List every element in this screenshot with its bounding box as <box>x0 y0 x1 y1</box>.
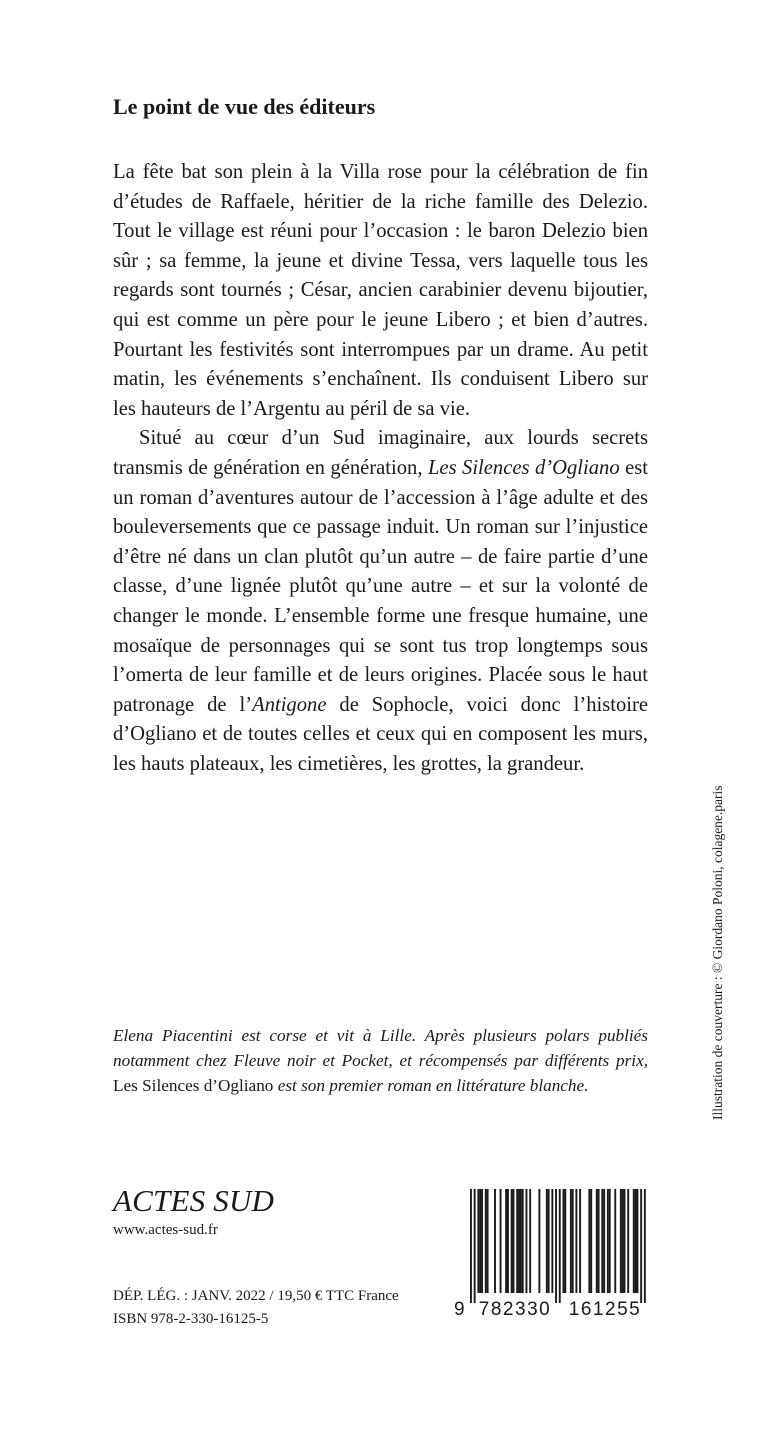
cover-illustration-credit: Illustration de couverture : © Giordano Poloni, colagene.paris <box>710 785 725 1120</box>
barcode-bar <box>588 1189 590 1293</box>
barcode-bar <box>516 1189 518 1293</box>
legal-deposit-price: DÉP. LÉG. : JANV. 2022 / 19,50 € TTC France <box>113 1288 399 1304</box>
publisher-website: www.actes-sud.fr <box>113 1222 218 1238</box>
barcode-bar <box>603 1189 605 1293</box>
barcode-digits-left: 782330 <box>478 1299 552 1319</box>
barcode-bar <box>511 1189 513 1293</box>
barcode-bar <box>551 1189 553 1293</box>
barcode-bar <box>555 1189 557 1303</box>
barcode-bar <box>564 1189 566 1293</box>
barcode-bar <box>559 1189 561 1303</box>
synopsis <box>113 158 648 779</box>
author-note <box>113 1023 648 1098</box>
barcode-bar <box>505 1189 507 1293</box>
author-note-text: est son premier roman en littérature blanche. <box>273 1076 589 1095</box>
barcode-bar <box>635 1189 637 1293</box>
barcode-bar <box>518 1189 520 1293</box>
barcode-bar <box>477 1189 479 1293</box>
barcode-bar <box>596 1189 598 1293</box>
barcode-bar <box>637 1189 639 1293</box>
barcode-bar <box>513 1189 515 1293</box>
synopsis-text: est un roman d’aventures autour de l’accession à l’âge adulte et des bouleversements que ce passage induit. Un roman sur l’injustice d’être né dans un clan plutôt qu’un autre – de faire partie d’une classe, d’une lignée plutôt qu’une autre – et sur la volonté de changer le monde. L’ensemble forme une fresque humaine, une mosaïque de personnages qui se sont tus trop longtemps sous l’omerta de leur famille et de leurs origines. Placée sous le haut patronage de l’ <box>113 456 648 716</box>
barcode-bar <box>487 1189 489 1293</box>
synopsis-text: de Sophocle, voici donc l’histoire d’Ogliano et de toutes celles et ceux qui en composent les murs, les hauts plateaux, les cimetières, les grottes, la grandeur. <box>113 693 648 775</box>
section-heading: Le point de vue des éditeurs <box>113 94 376 119</box>
isbn: ISBN 978-2-330-16125-5 <box>113 1311 269 1327</box>
barcode <box>452 1189 658 1319</box>
barcode-graphic <box>452 1189 658 1319</box>
barcode-bar <box>529 1189 531 1293</box>
barcode-bar <box>601 1189 603 1293</box>
synopsis-paragraph-2 <box>113 424 648 779</box>
barcode-bar <box>500 1189 502 1293</box>
barcode-bar <box>494 1189 496 1293</box>
barcode-bar <box>485 1189 487 1293</box>
antigone-title: Antigone <box>252 693 327 716</box>
barcode-bar <box>622 1189 624 1293</box>
author-note-book-title: Les Silences d’Ogliano <box>113 1076 274 1095</box>
barcode-bar <box>546 1189 548 1293</box>
barcode-bar <box>481 1189 483 1293</box>
barcode-bar <box>614 1189 616 1293</box>
barcode-bar <box>590 1189 592 1293</box>
legal-info <box>113 1285 399 1331</box>
synopsis-text: Situé au cœur d’un Sud imaginaire, aux lourds secrets transmis de génération en génération, <box>113 427 648 479</box>
barcode-bar <box>470 1189 472 1303</box>
barcode-bar <box>579 1189 581 1293</box>
barcode-bar <box>598 1189 600 1293</box>
barcode-bar <box>633 1189 635 1293</box>
barcode-bar <box>644 1189 646 1303</box>
barcode-bar <box>548 1189 550 1293</box>
book-title: Les Silences d’Ogliano <box>427 456 620 479</box>
barcode-bar <box>607 1189 609 1293</box>
barcode-bar <box>479 1189 481 1293</box>
barcode-bar <box>627 1189 629 1293</box>
publisher-logo: ACTES SUD <box>113 1183 275 1218</box>
barcode-digits-right: 161255 <box>568 1299 642 1319</box>
barcode-bar <box>640 1189 642 1303</box>
barcode-bar <box>620 1189 622 1293</box>
barcode-first-digit: 9 <box>454 1299 465 1319</box>
barcode-bar <box>520 1189 522 1293</box>
barcode-bar <box>609 1189 611 1293</box>
synopsis-paragraph-1: La fête bat son plein à la Villa rose pour la célébration de fin d’études de Raffaele, héritier de la riche famille des Delezio. Tout le village est réuni pour l’occasion : le baron Delezio bien sûr ; sa femme, la jeune et divine Tessa, vers laquelle tous les regards sont tournés ; César, ancien carabinier devenu bijoutier, qui est comme un père pour le jeune Libero ; et bien d’autres. Pourtant les festivités sont interrompues par un drame. Au petit matin, les événements s’enchaînent. Ils conduisent Libero sur les hauteurs de l’Argentu au péril de sa vie. <box>113 161 648 420</box>
barcode-bar <box>522 1189 524 1293</box>
barcode-bar <box>474 1189 476 1303</box>
barcode-bar <box>538 1189 540 1293</box>
barcode-bar <box>526 1189 528 1293</box>
barcode-bar <box>572 1189 574 1293</box>
barcode-bar <box>507 1189 509 1293</box>
barcode-bar <box>624 1189 626 1293</box>
barcode-bar <box>575 1189 577 1293</box>
barcode-bar <box>563 1189 565 1293</box>
barcode-bar <box>570 1189 572 1293</box>
author-note-text: Elena Piacentini est corse et vit à Lille. Après plusieurs polars publiés notamment chez Fleuve noir et Pocket, et récompensés par différents prix, <box>113 1026 648 1070</box>
